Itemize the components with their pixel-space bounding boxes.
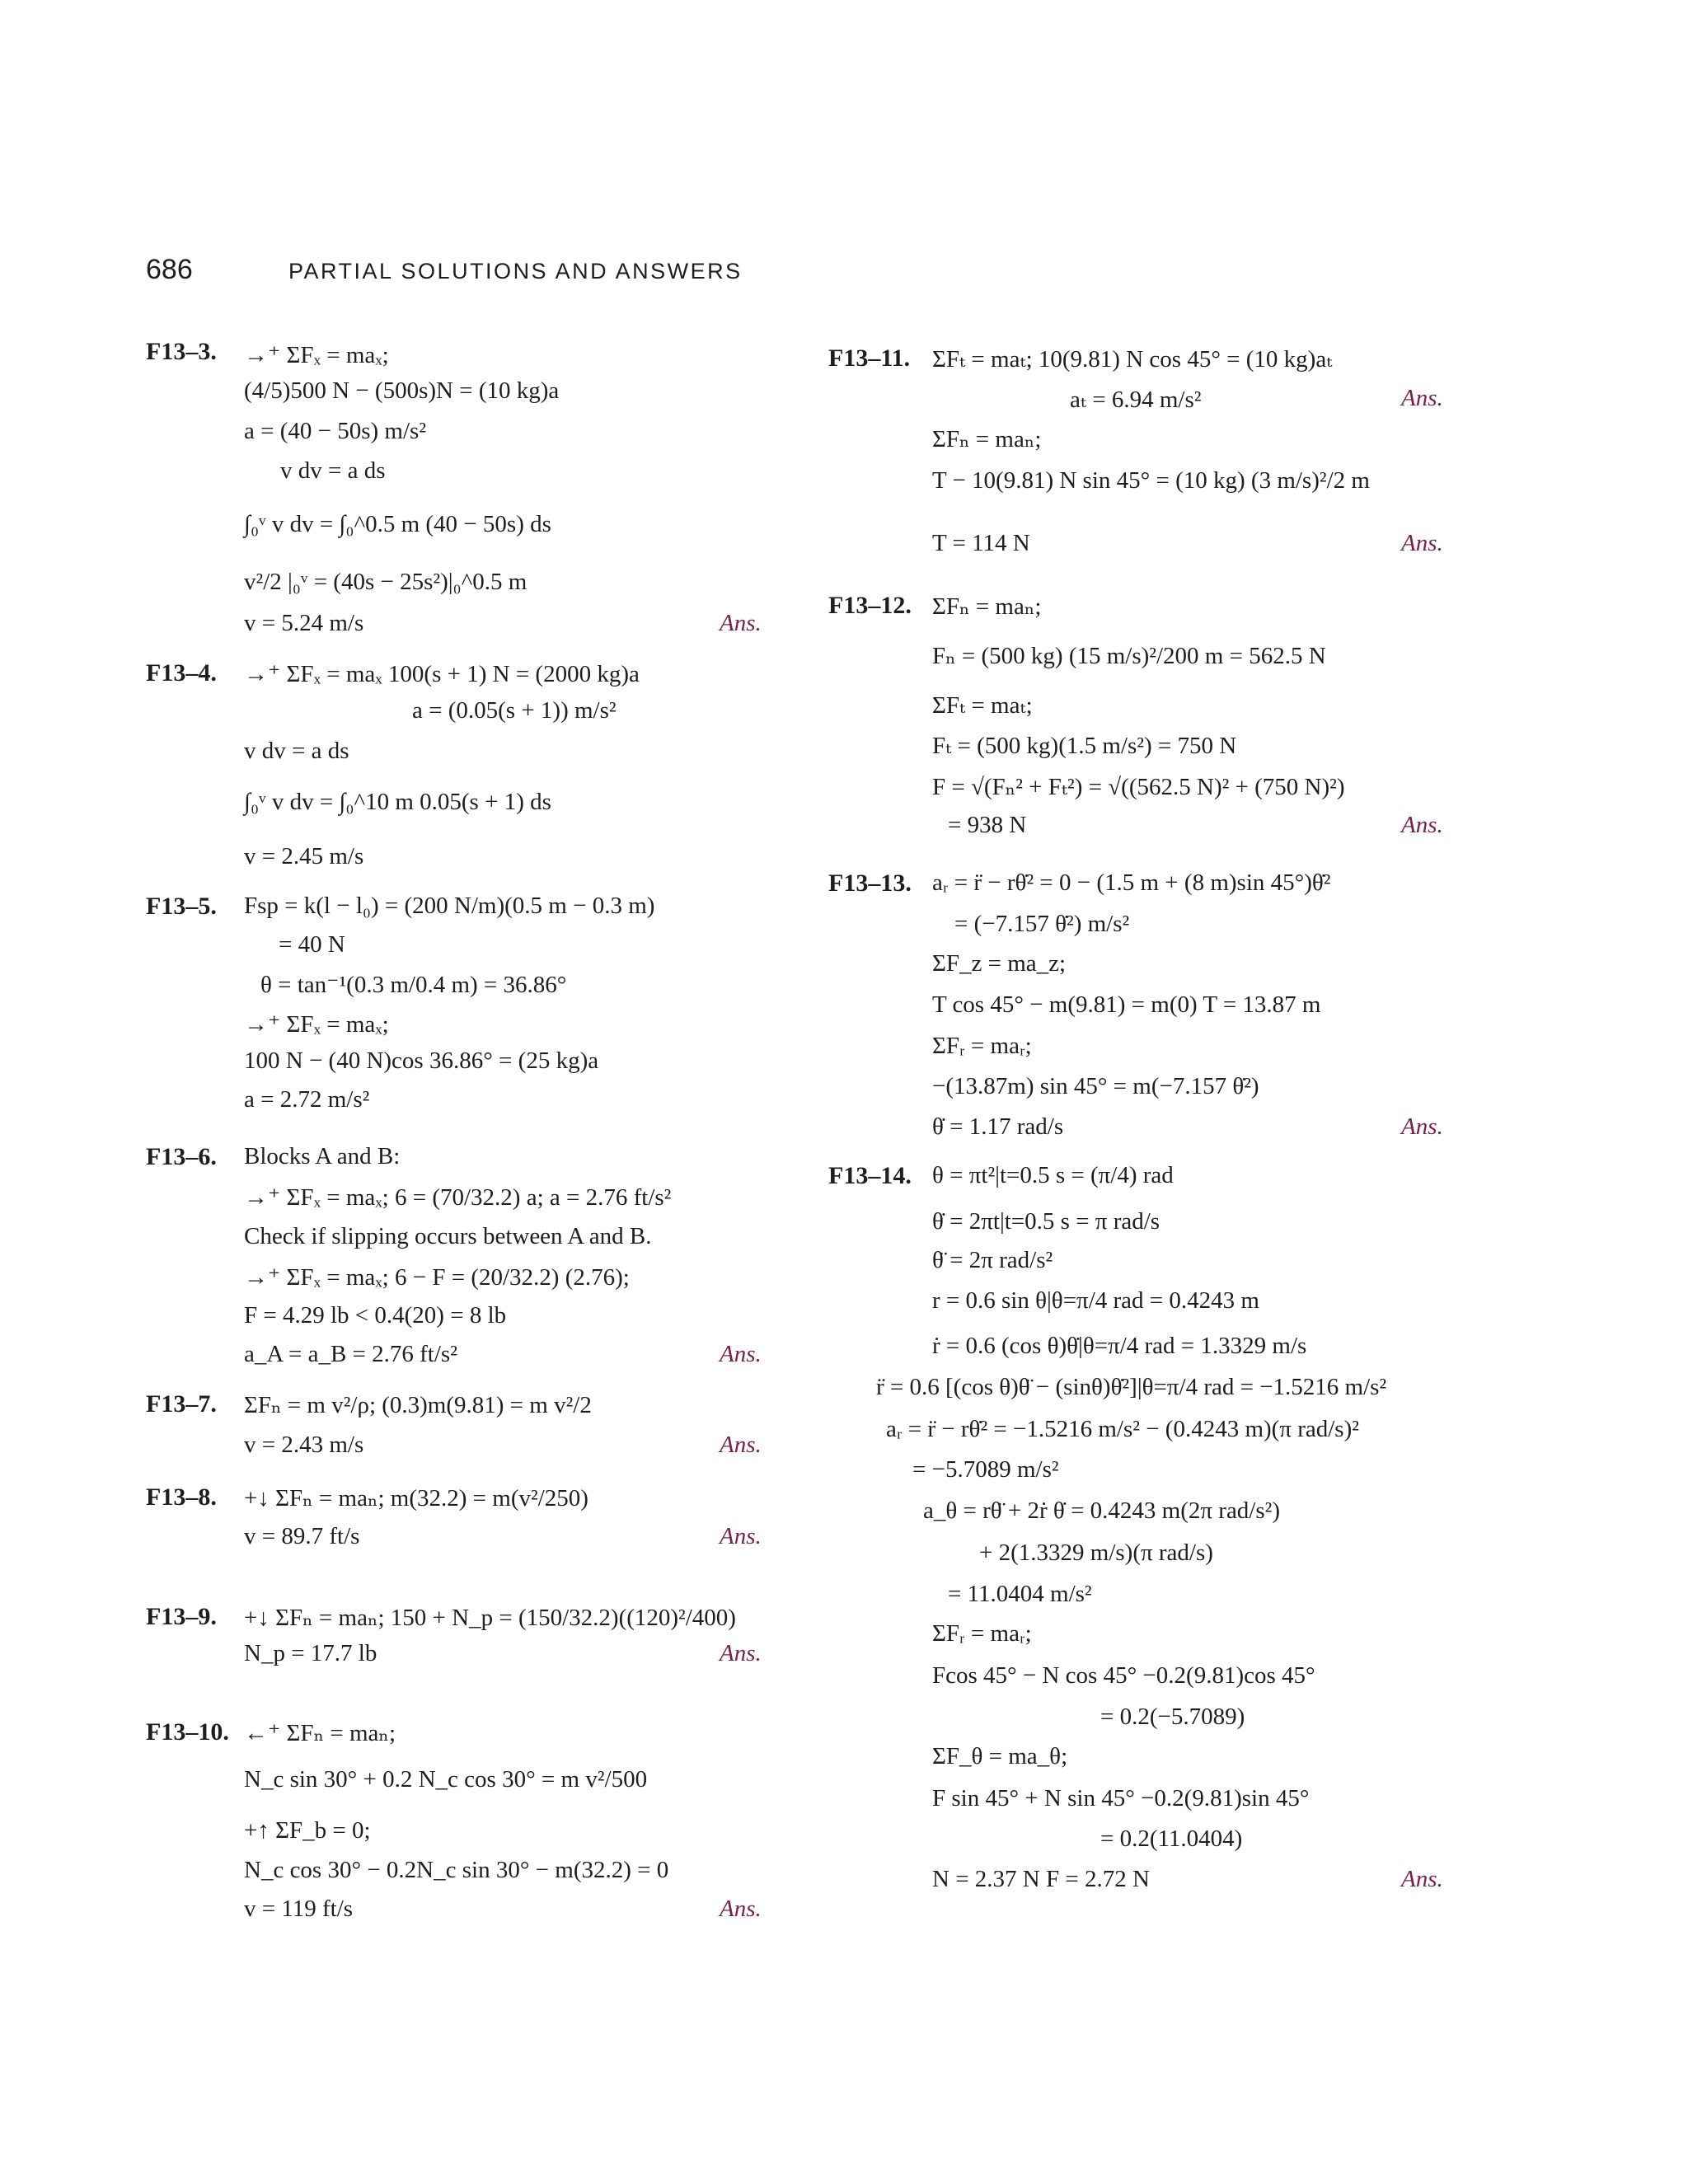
answer-label: Ans. — [720, 1896, 762, 1922]
equation-line: ΣFₜ = maₜ; 10(9.81) N cos 45° = (10 kg)aₜ — [932, 346, 1333, 373]
equation-line: ΣFₙ = m v²/ρ; (0.3)m(9.81) = m v²/2 — [244, 1392, 592, 1418]
equation-line: v²/2 |₀ᵛ = (40s − 25s²)|₀^0.5 m — [244, 569, 528, 595]
equation-line: ΣFₙ = maₙ; — [932, 593, 1042, 620]
equation-line: T = 114 N — [932, 530, 1030, 556]
equation-line: v = 89.7 ft/s — [244, 1523, 360, 1549]
problem-label-f13-7: F13–7. — [146, 1390, 217, 1418]
equation-line: a_θ = rθ̈ + 2ṙ θ̇ = 0.4243 m(2π rad/s²) — [923, 1497, 1281, 1524]
answer-label: Ans. — [1401, 1113, 1443, 1140]
equation-line: Fₜ = (500 kg)(1.5 m/s²) = 750 N — [932, 733, 1237, 759]
answer-label: Ans. — [720, 610, 762, 636]
problem-label-f13-13: F13–13. — [828, 869, 912, 897]
equation-line: F = √(Fₙ² + Fₜ²) = √((562.5 N)² + (750 N)²) — [932, 774, 1345, 800]
equation-line: ṙ = 0.6 (cos θ)θ̇|θ=π/4 rad = 1.3329 m/s — [932, 1333, 1307, 1359]
equation-line: N_p = 17.7 lb — [244, 1640, 377, 1666]
equation-line: ΣF_z = ma_z; — [932, 950, 1067, 977]
equation-line: = −5.7089 m/s² — [912, 1456, 1059, 1483]
answer-label: Ans. — [720, 1523, 762, 1549]
equation-line: v = 2.45 m/s — [244, 843, 364, 869]
problem-label-f13-6: F13–6. — [146, 1143, 217, 1170]
equation-line: T cos 45° − m(9.81) = m(0) T = 13.87 m — [932, 991, 1321, 1018]
equation-line: Check if slipping occurs between A and B. — [244, 1223, 652, 1249]
equation-line: Fₙ = (500 kg) (15 m/s)²/200 m = 562.5 N — [932, 643, 1326, 669]
page-number: 686 — [146, 254, 193, 285]
answer-label: Ans. — [720, 1640, 762, 1666]
equation-line: F sin 45° + N sin 45° −0.2(9.81)sin 45° — [932, 1785, 1310, 1811]
equation-line: N_c cos 30° − 0.2N_c sin 30° − m(32.2) = 0 — [244, 1857, 669, 1883]
equation-line: v dv = a ds — [280, 457, 386, 484]
equation-line: T − 10(9.81) N sin 45° = (10 kg) (3 m/s)²/2 m — [932, 467, 1370, 494]
equation-line: r̈ = 0.6 [(cos θ)θ̈ − (sinθ)θ̇²]|θ=π/4 rad = −1.5216 m/s² — [876, 1374, 1387, 1400]
answer-label: Ans. — [720, 1341, 762, 1367]
equation-line: aᵣ = r̈ − rθ̇² = −1.5216 m/s² − (0.4243 m)(π rad/s)² — [886, 1416, 1359, 1442]
equation-line: v dv = a ds — [244, 738, 349, 764]
answer-label: Ans. — [1401, 812, 1443, 838]
problem-label-f13-12: F13–12. — [828, 592, 912, 619]
equation-line: 100 N − (40 N)cos 36.86° = (25 kg)a — [244, 1047, 599, 1074]
equation-line: θ̇ = 1.17 rad/s — [932, 1113, 1064, 1140]
equation-line: a = (0.05(s + 1)) m/s² — [412, 697, 617, 724]
equation-line: = 40 N — [279, 931, 345, 958]
equation-line: (4/5)500 N − (500s)N = (10 kg)a — [244, 377, 560, 404]
equation-line: ΣFᵣ = maᵣ; — [932, 1033, 1032, 1059]
answer-label: Ans. — [720, 1432, 762, 1458]
equation-line: = (−7.157 θ̇²) m/s² — [954, 911, 1130, 937]
equation-line: v = 119 ft/s — [244, 1896, 354, 1922]
equation-line: ←⁺ ΣFₙ = maₙ; — [244, 1720, 396, 1746]
equation-line: a = (40 − 50s) m/s² — [244, 418, 427, 444]
equation-line: →⁺ ΣFₓ = maₓ; 6 − F = (20/32.2) (2.76); — [244, 1264, 630, 1291]
problem-label-f13-9: F13–9. — [146, 1603, 217, 1630]
answer-label: Ans. — [1401, 1866, 1443, 1892]
equation-line: θ̇ = 2πt|t=0.5 s = π rad/s — [932, 1208, 1160, 1235]
equation-line: ΣFₜ = maₜ; — [932, 692, 1033, 719]
equation-line: ∫₀ᵛ v dv = ∫₀^10 m 0.05(s + 1) ds — [244, 789, 551, 815]
equation-line: Blocks A and B: — [244, 1143, 401, 1169]
equation-line: −(13.87m) sin 45° = m(−7.157 θ̇²) — [932, 1073, 1259, 1099]
equation-line: θ = πt²|t=0.5 s = (π/4) rad — [932, 1162, 1174, 1188]
equation-line: + 2(1.3329 m/s)(π rad/s) — [979, 1540, 1213, 1566]
equation-line: = 0.2(11.0404) — [1100, 1825, 1243, 1852]
problem-label-f13-8: F13–8. — [146, 1483, 217, 1511]
equation-line: +↓ ΣFₙ = maₙ; m(32.2) = m(v²/250) — [244, 1485, 588, 1511]
problem-label-f13-11: F13–11. — [828, 344, 911, 372]
equation-line: θ = tan⁻¹(0.3 m/0.4 m) = 36.86° — [260, 972, 567, 998]
equation-line: →⁺ ΣFₓ = maₓ 100(s + 1) N = (2000 kg)a — [244, 661, 640, 687]
problem-label-f13-4: F13–4. — [146, 659, 217, 687]
equation-line: = 11.0404 m/s² — [948, 1581, 1092, 1607]
equation-line: →⁺ ΣFₓ = maₓ; 6 = (70/32.2) a; a = 2.76 ft/s² — [244, 1184, 672, 1211]
equation-line: = 938 N — [948, 812, 1027, 838]
problem-label-f13-14: F13–14. — [828, 1162, 912, 1189]
equation-line: →⁺ ΣFₓ = maₓ; — [244, 1011, 389, 1038]
answer-label: Ans. — [1401, 530, 1443, 556]
equation-line: aₜ = 6.94 m/s² — [1070, 387, 1202, 413]
equation-line: Fsp = k(l − l₀) = (200 N/m)(0.5 m − 0.3 m) — [244, 893, 655, 919]
equation-line: ΣFᵣ = maᵣ; — [932, 1620, 1032, 1647]
equation-line: a = 2.72 m/s² — [244, 1086, 370, 1113]
equation-line: →⁺ ΣFₓ = maₓ; — [244, 342, 389, 368]
problem-label-f13-10: F13–10. — [146, 1718, 229, 1746]
equation-line: ΣFₙ = maₙ; — [932, 426, 1042, 452]
equation-line: N_c sin 30° + 0.2 N_c cos 30° = m v²/500 — [244, 1766, 648, 1793]
equation-line: v = 5.24 m/s — [244, 610, 364, 636]
equation-line: aᵣ = r̈ − rθ̇² = 0 − (1.5 m + (8 m)sin 45°)θ̇² — [932, 869, 1331, 896]
equation-line: +↑ ΣF_b = 0; — [244, 1817, 371, 1844]
equation-line: θ̈ = 2π rad/s² — [932, 1247, 1053, 1273]
equation-line: = 0.2(−5.7089) — [1100, 1704, 1245, 1730]
equation-line: Fcos 45° − N cos 45° −0.2(9.81)cos 45° — [932, 1662, 1315, 1689]
equation-line: r = 0.6 sin θ|θ=π/4 rad = 0.4243 m — [932, 1287, 1259, 1314]
equation-line: a_A = a_B = 2.76 ft/s² — [244, 1341, 457, 1367]
answer-label: Ans. — [1401, 385, 1443, 411]
equation-line: ∫₀ᵛ v dv = ∫₀^0.5 m (40 − 50s) ds — [244, 511, 551, 537]
equation-line: F = 4.29 lb < 0.4(20) = 8 lb — [244, 1302, 507, 1329]
equation-line: +↓ ΣFₙ = maₙ; 150 + N_p = (150/32.2)((120)²/400) — [244, 1605, 736, 1631]
problem-label-f13-5: F13–5. — [146, 893, 217, 920]
problem-label-f13-3: F13–3. — [146, 338, 217, 365]
equation-line: N = 2.37 N F = 2.72 N — [932, 1866, 1150, 1892]
running-head: PARTIAL SOLUTIONS AND ANSWERS — [288, 259, 743, 284]
equation-line: ΣF_θ = ma_θ; — [932, 1743, 1068, 1769]
equation-line: v = 2.43 m/s — [244, 1432, 364, 1458]
